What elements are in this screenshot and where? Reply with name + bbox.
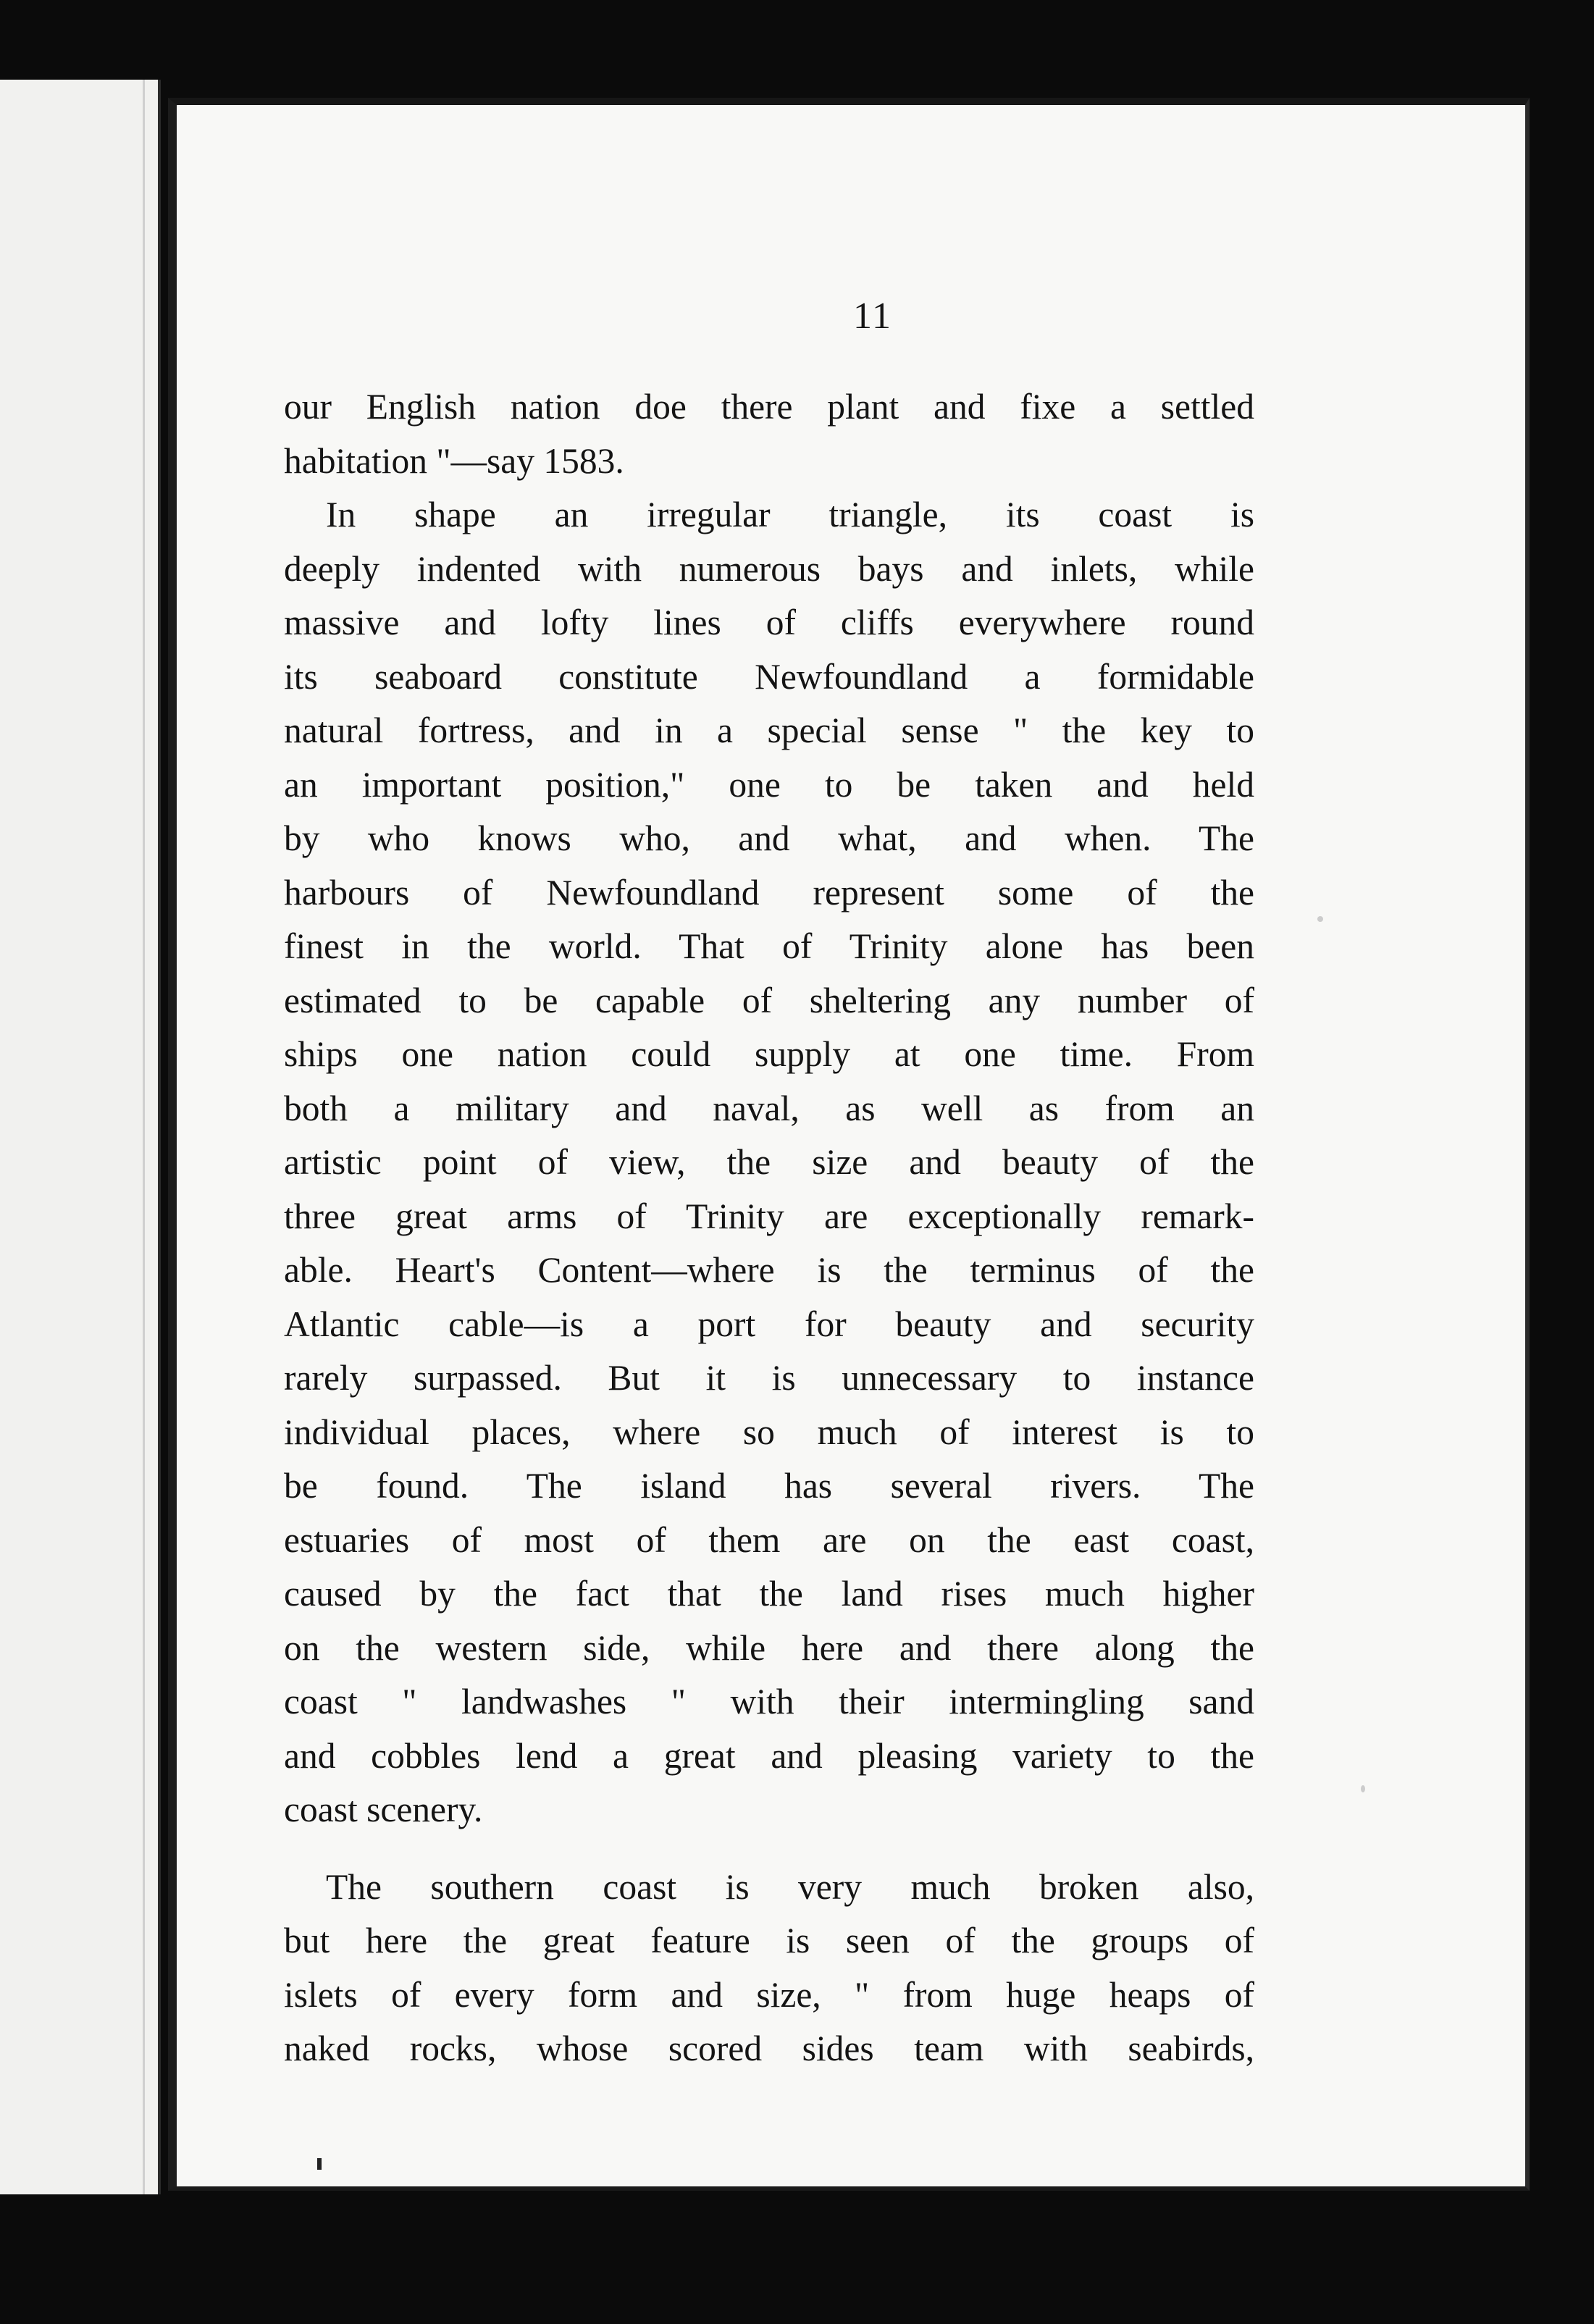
text-line: able. Heart's Content—where is the terminus of the <box>284 1250 1254 1290</box>
text-line: massive and lofty lines of cliffs everywhere round <box>284 603 1254 642</box>
paragraph-first-line: In shape an irregular triangle, its coast is <box>326 495 1254 534</box>
text-line: naked rocks, whose scored sides team with seabirds, <box>284 2029 1254 2068</box>
text-line: and cobbles lend a great and pleasing variety to the <box>284 1735 1254 1776</box>
scanned-page <box>168 98 1530 2191</box>
text-line: artistic point of view, the size and beauty of the <box>284 1142 1254 1182</box>
text-line: harbours of Newfoundland represent some of the <box>284 872 1254 913</box>
text-line: an important position," one to be taken and held <box>284 764 1254 805</box>
text-line: habitation "—say 1583. <box>284 440 624 481</box>
text-line: both a military and naval, as well as from an <box>284 1088 1254 1128</box>
text-line: natural fortress, and in a special sense " the key to <box>284 710 1254 750</box>
text-line: our English nation doe there plant and fixe a settled <box>284 387 1254 427</box>
text-line: but here the great feature is seen of the groups of <box>284 1921 1254 1960</box>
text-line: deeply indented with numerous bays and inlets, while <box>284 548 1254 589</box>
text-line: coast " landwashes " with their intermingling sand <box>284 1682 1254 1721</box>
text-line: estuaries of most of them are on the east coast, <box>284 1519 1254 1560</box>
scan-speck <box>1317 916 1323 922</box>
page-number: 11 <box>852 295 893 337</box>
text-line: on the western side, while here and there along the <box>284 1627 1254 1668</box>
page-edge-line <box>143 80 145 2194</box>
text-line: ships one nation could supply at one time. From <box>284 1034 1254 1074</box>
text-line: by who knows who, and what, and when. The <box>284 818 1254 858</box>
text-line: Atlantic cable—is a port for beauty and security <box>284 1304 1254 1344</box>
body-text <box>284 380 1254 2076</box>
paragraph-gap <box>284 1837 1254 1861</box>
text-line: be found. The island has several rivers. The <box>284 1466 1254 1506</box>
scan-mark <box>317 2158 322 2170</box>
text-line: three great arms of Trinity are exceptionally remark- <box>284 1196 1254 1236</box>
text-line: rarely surpassed. But it is unnecessary to instance <box>284 1358 1254 1398</box>
text-line: its seaboard constitute Newfoundland a formidable <box>284 656 1254 697</box>
text-line: islets of every form and size, " from huge heaps of <box>284 1974 1254 2015</box>
text-line: individual places, where so much of interest is to <box>284 1411 1254 1452</box>
text-line: estimated to be capable of sheltering any number of <box>284 980 1254 1020</box>
text-line: coast scenery. <box>284 1790 483 1829</box>
text-line: caused by the fact that the land rises much higher <box>284 1574 1254 1614</box>
previous-page-edge <box>0 80 161 2194</box>
scan-speck <box>1361 1785 1365 1792</box>
text-line: finest in the world. That of Trinity alone has been <box>284 926 1254 966</box>
paragraph-first-line: The southern coast is very much broken also, <box>326 1866 1254 1907</box>
